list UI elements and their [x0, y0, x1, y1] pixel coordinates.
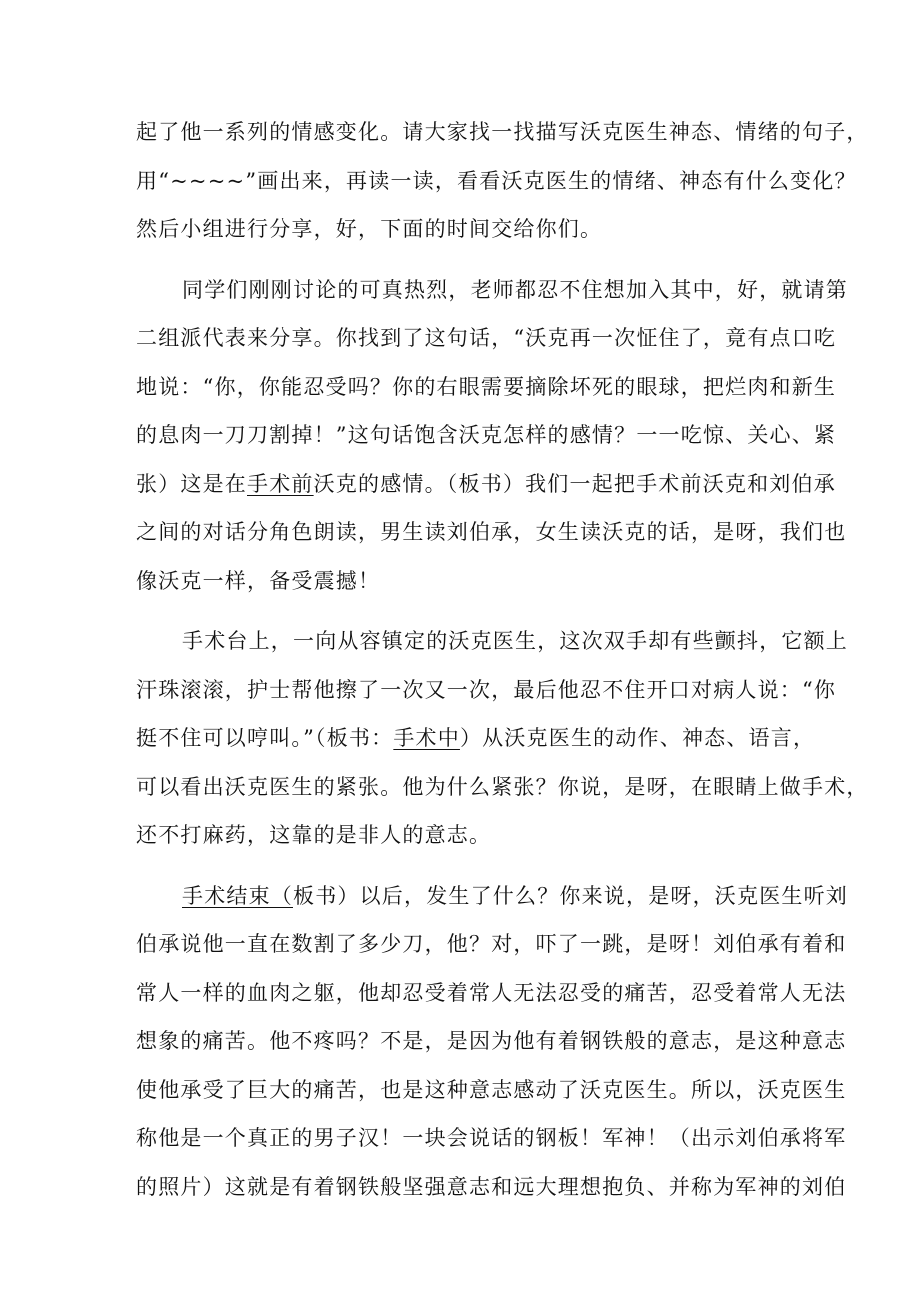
underlined-term-before-surgery: 手术前	[247, 471, 314, 496]
text-line: 像沃克一样，备受震撼！	[136, 568, 381, 593]
underlined-term-after-surgery: 手术结束（	[182, 883, 293, 908]
text-segment: ）从沃克医生的动作、神态、语言，	[459, 726, 816, 750]
text-line: 手术台上，一向从容镇定的沃克医生，这次双手却有些颤抖，它额上	[182, 629, 848, 653]
text-line: 起了他一系列的情感变化。请大家找一找描写沃克医生神态、情绪的句子，	[136, 120, 869, 144]
text-line	[136, 714, 816, 763]
underlined-term-during-surgery: 手术中	[393, 726, 460, 750]
text-line: 想象的痛苦。他不疼吗？不是，是因为他有着钢铁般的意志，是这种意志	[136, 1029, 847, 1053]
text-line: 称他是一个真正的男子汉！一块会说话的钢板！军神！（出示刘伯承将军	[136, 1126, 847, 1150]
text-segment: 挺不住可以哼叫。”（板书：	[136, 726, 394, 750]
text-line: 的息肉一刀刀割掉！”这句话饱含沃克怎样的感情？一一吃惊、关心、紧	[136, 423, 837, 447]
text-line: 之间的对话分角色朗读，男生读刘伯承，女生读沃克的话，是呀，我们也	[136, 520, 847, 544]
text-line: 二组派代表来分享。你找到了这句话，“沃克再一次怔住了，竟有点口吃	[136, 326, 837, 350]
text-segment: 沃克的感情。（板书）我们一起把手术前沃克和刘伯承	[313, 471, 836, 496]
text-line: 使他承受了巨大的痛苦，也是这种意志感动了沃克医生。所以，沃克医生	[136, 1077, 847, 1102]
text-line: 伯承说他一直在数割了多少刀，他？对，吓了一跳，是呀！刘伯承有着和	[136, 932, 847, 956]
text-line: 可以看出沃克医生的紧张。他为什么紧张？你说，是呀，在眼睛上做手术，	[136, 774, 869, 799]
text-line: 同学们刚刚讨论的可真热烈，老师都忍不住想加入其中，好，就请第	[182, 277, 848, 302]
text-line	[136, 872, 848, 921]
text-line: 用“~~~~”画出来，再读一读，看看沃克医生的情绪、神态有什么变化？	[136, 168, 857, 193]
paragraph-3	[136, 617, 869, 860]
paragraph-1	[136, 108, 869, 254]
text-segment: 张）这是在	[136, 471, 247, 496]
text-segment: 板书）以后，发生了什么？你来说，是呀，沃克医生听刘	[293, 883, 848, 908]
text-line: 地说：“你，你能忍受吗？你的右眼需要摘除坏死的眼球，把烂肉和新生	[136, 374, 837, 399]
paragraph-4	[136, 872, 848, 1212]
document-body	[136, 108, 869, 1223]
text-line: 的照片）这就是有着钢铁般坚强意志和远大理想抱负、并称为军神的刘伯	[136, 1174, 847, 1199]
text-line: 汗珠滚滚，护士帮他擦了一次又一次，最后他忍不住开口对病人说：“你	[136, 677, 837, 702]
text-line	[136, 460, 836, 509]
text-line: 还不打麻药，这靠的是非人的意志。	[136, 823, 492, 847]
text-line: 然后小组进行分享，好，下面的时间交给你们。	[136, 217, 603, 241]
text-line: 常人一样的血肉之躯，他却忍受着常人无法忍受的痛苦，忍受着常人无法	[136, 980, 847, 1005]
paragraph-2	[136, 266, 848, 606]
